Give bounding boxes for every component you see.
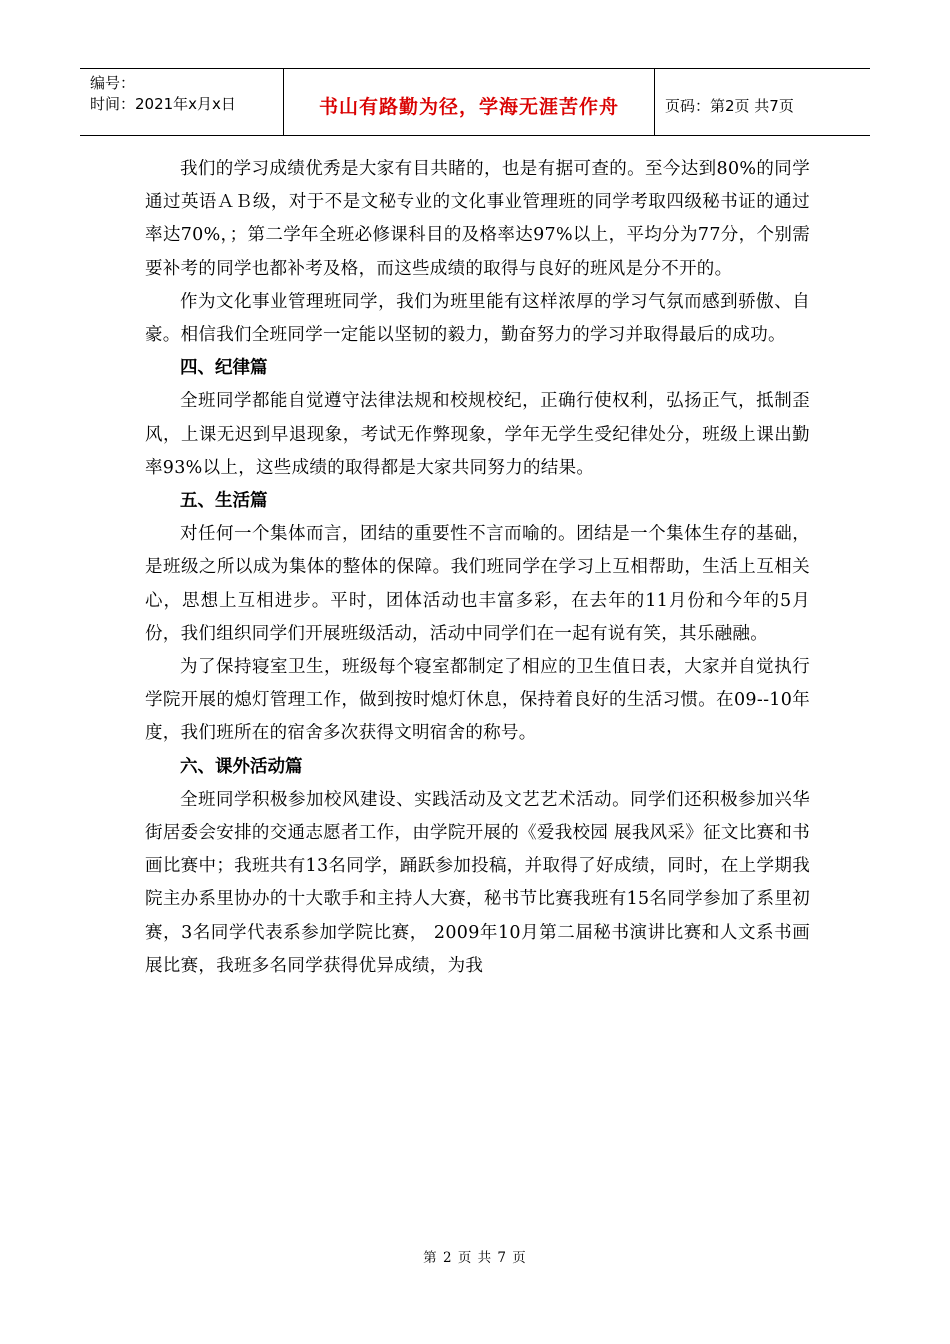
heading-activities: 六、课外活动篇 (180, 756, 303, 777)
motto-text: 书山有路勤为径，学海无涯苦作舟 (318, 95, 619, 118)
heading-discipline: 四、纪律篇 (180, 358, 268, 379)
date-label: 时间：2021年x月x日 (90, 95, 236, 113)
paragraph-unity: 对任何一个集体而言，团结的重要性不言而喻的。团结是一个集体生存的基础，是班级之所以成为集体的整体的保障。我们班同学在学习上互相帮助，生活上互相关心，思想上互相进步。平时，团体活动也丰富多彩，在去年的11月份和今年的5月份，我们组织同学们开展班级活动，活动中同学们在一起有说有笑，其乐融融。 (145, 524, 810, 644)
paragraph-pride: 作为文化事业管理班同学，我们为班里能有这样浓厚的学习气氛而感到骄傲、自豪。相信我们全班同学一定能以坚韧的毅力，勤奋努力的学习并取得最后的成功。 (145, 291, 810, 346)
page-header (80, 68, 870, 136)
heading-life: 五、生活篇 (180, 491, 268, 512)
header-motto-cell (283, 69, 655, 135)
document-body (145, 153, 810, 983)
paragraph-dormitory: 为了保持寝室卫生，班级每个寝室都制定了相应的卫生值日表，大家并自觉执行学院开展的熄灯管理工作，做到按时熄灯休息，保持着良好的生活习惯。在09--10年度，我们班所在的宿舍多次获得文明宿舍的称号。 (145, 657, 810, 744)
page-code: 页码：第2页 共7页 (665, 96, 794, 115)
page-footer: 第 2 页 共 7 页 (423, 1250, 527, 1266)
number-label: 编号： (90, 74, 136, 92)
paragraph-activities: 全班同学积极参加校风建设、实践活动及文艺艺术活动。同学们还积极参加兴华街居委会安排的交通志愿者工作，由学院开展的《爱我校园 展我风采》征文比赛和书画比赛中；我班共有13名同学，踊跃参加投稿，并取得了好成绩，同时，在上学期我院主办系里协办的十大歌手和主持人大赛，秘书节比赛我班有15名同学参加了系里初赛，3名同学代表系参加学院比赛， 2009年10月第二届秘书演讲比赛和人文系书画展比赛，我班多名同学获得优异成绩，为我 (145, 789, 810, 976)
paragraph-study-results: 我们的学习成绩优秀是大家有目共睹的，也是有据可查的。至今达到80%的同学通过英语ＡＢ级，对于不是文秘专业的文化事业管理班的同学考取四级秘书证的通过率达70%，；第二学年全班必修课科目的及格率达97%以上，平均分为77分，个别需要补考的同学也都补考及格，而这些成绩的取得与良好的班风是分不开的。 (145, 159, 810, 279)
header-page-code-cell (655, 69, 870, 135)
header-meta (80, 69, 283, 135)
paragraph-discipline: 全班同学都能自觉遵守法律法规和校规校纪，正确行使权利，弘扬正气，抵制歪风，上课无迟到早退现象，考试无作弊现象，学年无学生受纪律处分，班级上课出勤率93%以上，这些成绩的取得都是大家共同努力的结果。 (145, 391, 810, 478)
